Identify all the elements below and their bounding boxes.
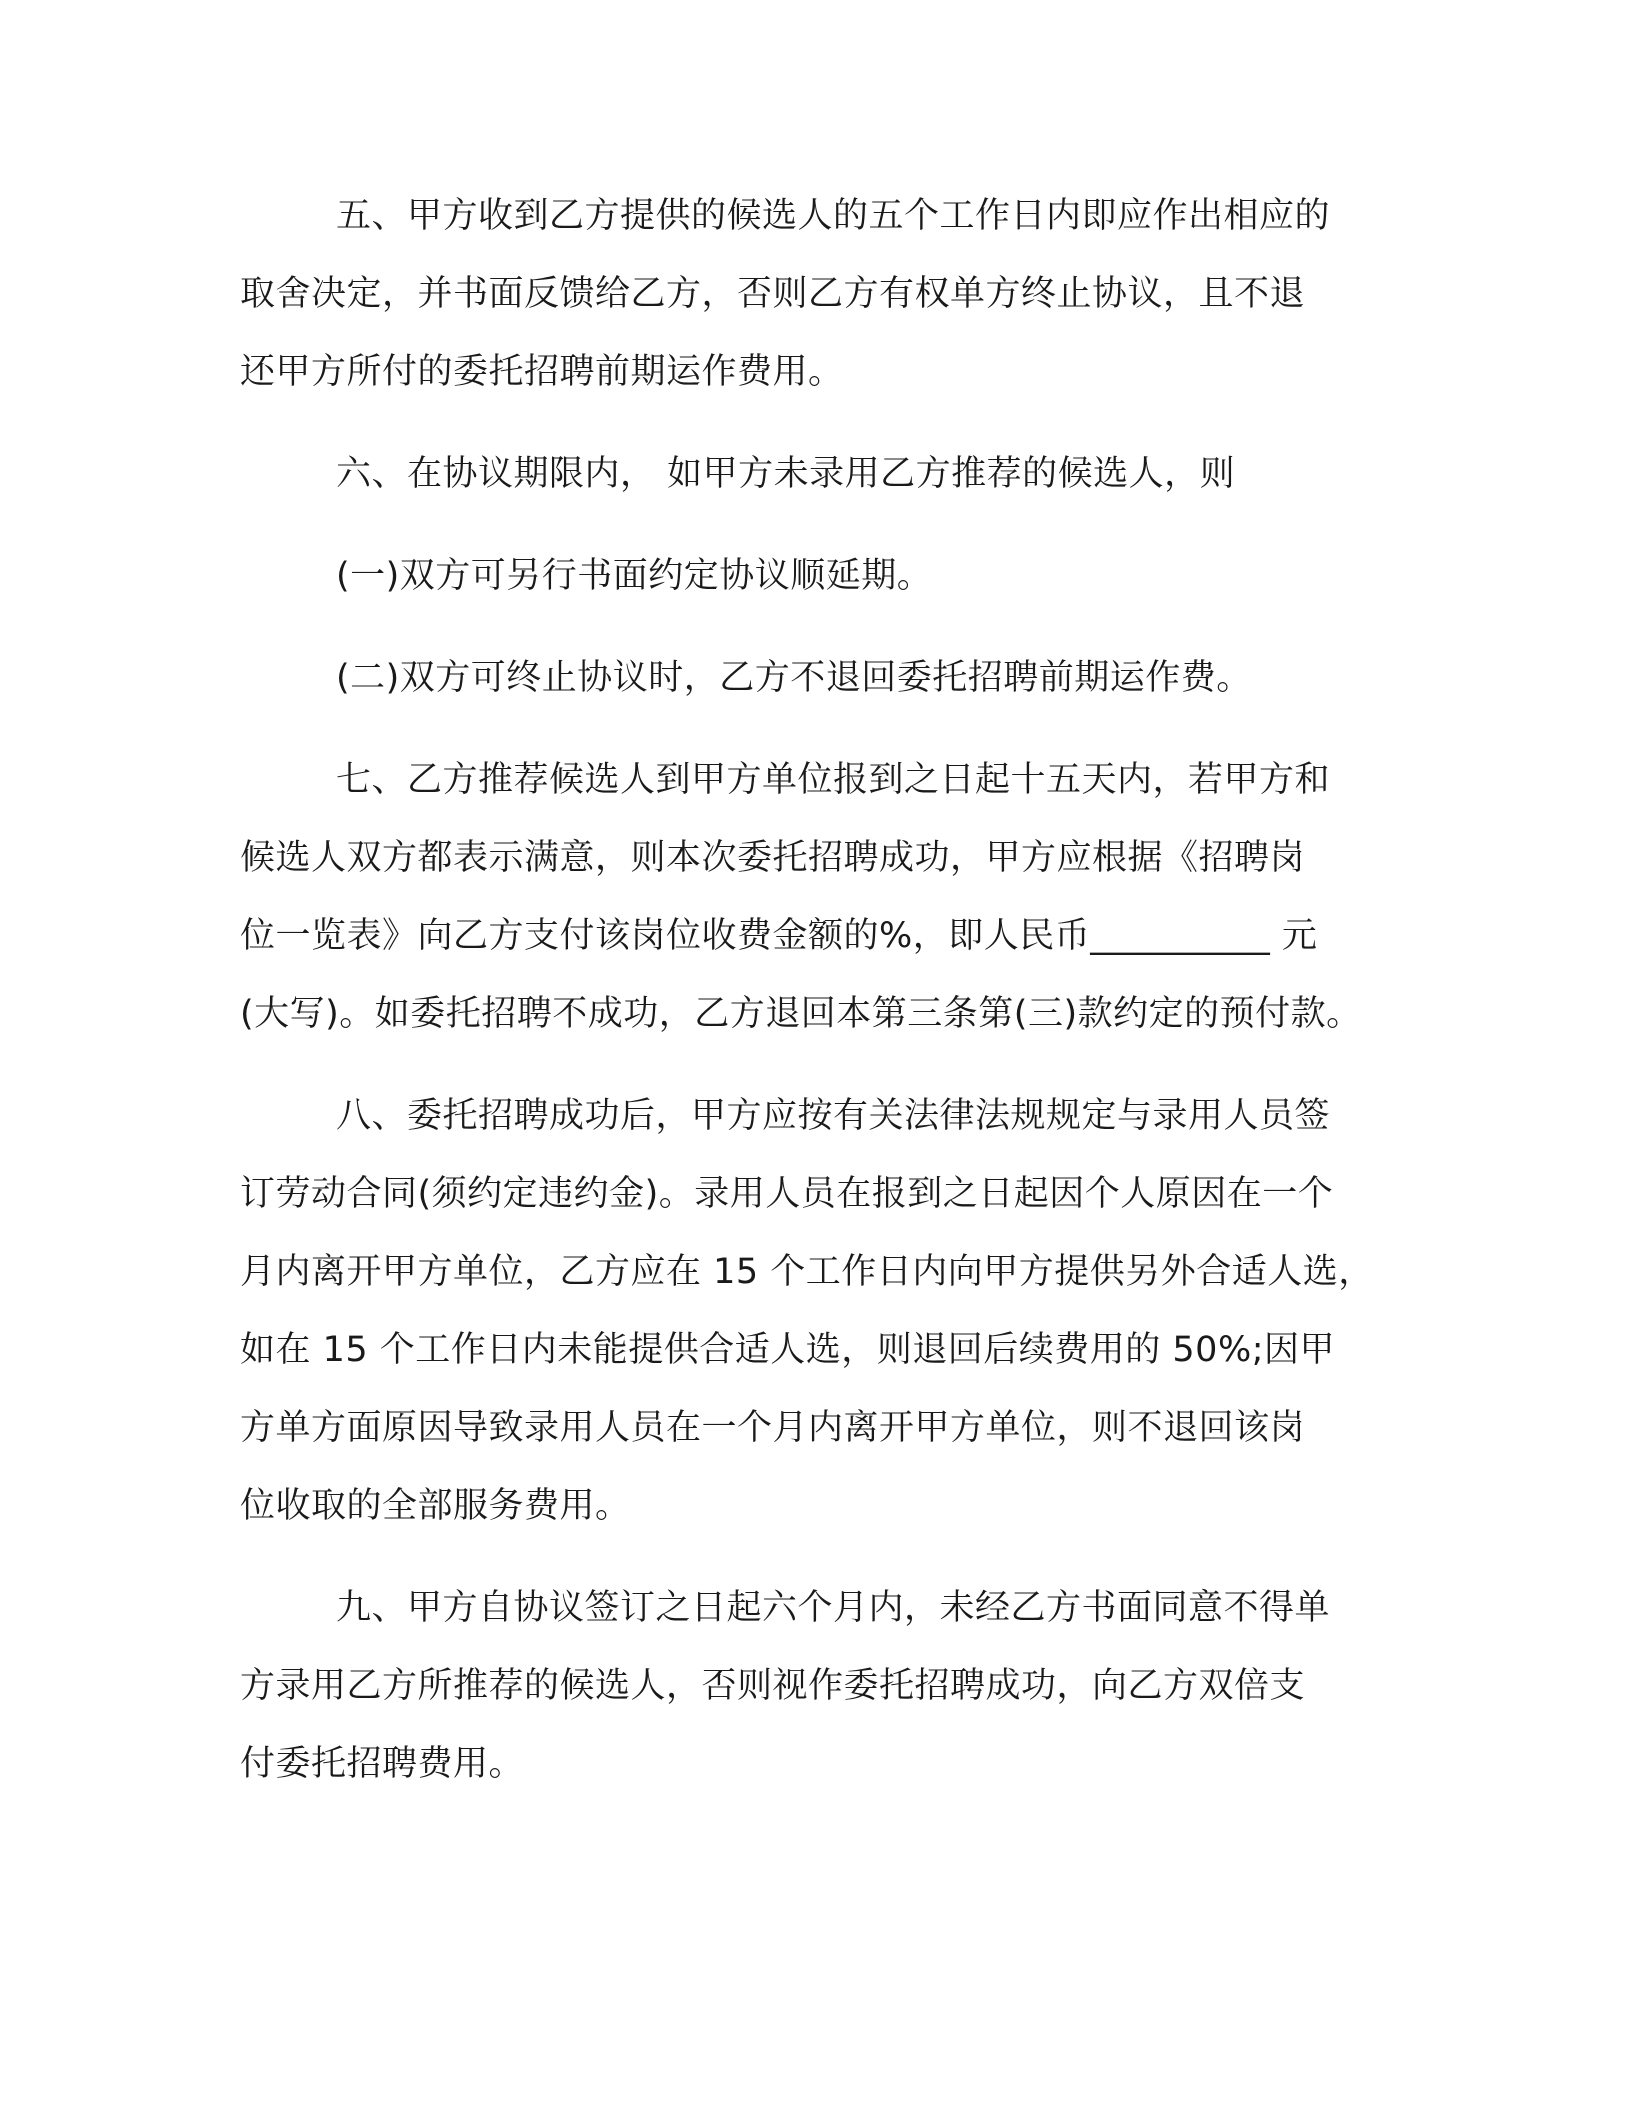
text-line: 位一览表》向乙方支付该岗位收费金额的%，即人民币__________ 元 xyxy=(240,916,1318,956)
text-line: 付委托招聘费用。 xyxy=(240,1744,525,1784)
clause-9-paragraph xyxy=(240,1582,1400,1816)
clause-7-paragraph xyxy=(240,754,1400,1066)
clause-6-item-2 xyxy=(240,652,1400,730)
text-line: (一)双方可另行书面约定协议顺延期。 xyxy=(336,556,933,596)
text-line: (二)双方可终止协议时，乙方不退回委托招聘前期运作费。 xyxy=(336,658,1252,698)
text-line: 月内离开甲方单位，乙方应在 15 个工作日内向甲方提供另外合适人选， xyxy=(240,1252,1374,1292)
clause-5-paragraph xyxy=(240,190,1400,424)
text-line: 还甲方所付的委托招聘前期运作费用。 xyxy=(240,352,844,392)
text-line: 七、乙方推荐候选人到甲方单位报到之日起十五天内，若甲方和 xyxy=(336,760,1331,800)
text-line: 五、甲方收到乙方提供的候选人的五个工作日内即应作出相应的 xyxy=(336,196,1331,236)
text-line: 八、委托招聘成功后，甲方应按有关法律法规规定与录用人员签 xyxy=(336,1096,1331,1136)
text-line: 候选人双方都表示满意，则本次委托招聘成功，甲方应根据《招聘岗 xyxy=(240,838,1306,878)
clause-8-paragraph xyxy=(240,1090,1400,1558)
text-line: (大写)。如委托招聘不成功，乙方退回本第三条第(三)款约定的预付款。 xyxy=(240,994,1362,1034)
text-line: 方单方面原因导致录用人员在一个月内离开甲方单位，则不退回该岗 xyxy=(240,1408,1306,1448)
clause-6-item-1 xyxy=(240,550,1400,628)
text-line: 订劳动合同(须约定违约金)。录用人员在报到之日起因个人原因在一个 xyxy=(240,1174,1334,1214)
text-line: 取舍决定，并书面反馈给乙方，否则乙方有权单方终止协议，且不退 xyxy=(240,274,1306,314)
text-line: 六、在协议期限内， 如甲方未录用乙方推荐的候选人，则 xyxy=(336,454,1236,494)
text-line: 位收取的全部服务费用。 xyxy=(240,1486,631,1526)
text-line: 方录用乙方所推荐的候选人，否则视作委托招聘成功，向乙方双倍支 xyxy=(240,1666,1306,1706)
clause-6-paragraph xyxy=(240,448,1400,526)
text-line: 九、甲方自协议签订之日起六个月内，未经乙方书面同意不得单 xyxy=(336,1588,1331,1628)
document-body xyxy=(240,190,1400,1816)
text-line: 如在 15 个工作日内未能提供合适人选，则退回后续费用的 50%;因甲 xyxy=(240,1330,1335,1370)
